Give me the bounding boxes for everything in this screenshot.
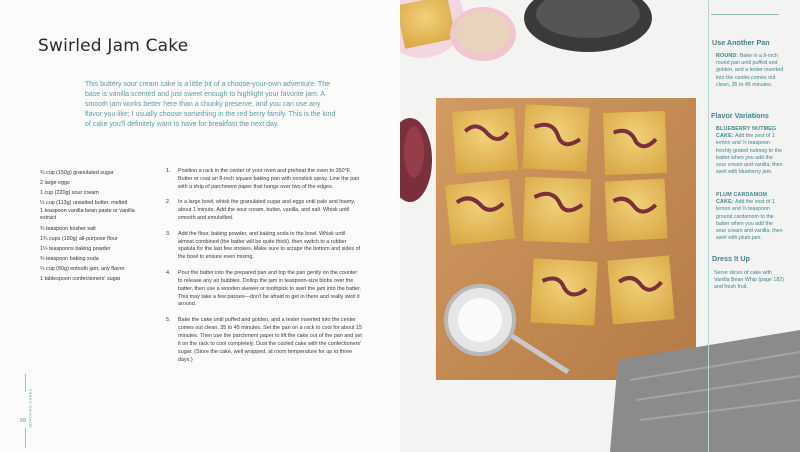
ingredient-item: 1¼ teaspoons baking powder: [40, 246, 111, 252]
method-step: [166, 270, 362, 310]
round-text: Bake in a 9-inch round pan until puffed and golden, and a tester inserted into the center comes out clean, 35 to 45 minutes.: [716, 53, 784, 88]
method-step: [166, 317, 362, 364]
ingredient-item: ¾ teaspoon kosher salt: [40, 226, 96, 232]
sidebar-divider: [711, 14, 779, 15]
ingredient-item: ½ cup (113g) unsalted butter, melted: [40, 200, 128, 206]
ingredient-item: 1 cup (220g) sour cream: [40, 190, 99, 196]
ingredient-item: ¾ teaspoon baking soda: [40, 256, 99, 262]
step-number: 5.: [166, 316, 171, 323]
use-another-pan-heading: Use Another Pan: [712, 38, 770, 47]
method-step: [166, 199, 362, 223]
method-step: [166, 231, 362, 263]
step-number: 1.: [166, 168, 171, 174]
right-page: [400, 0, 800, 452]
flavor-variations-heading: Flavor Variations: [711, 111, 769, 120]
page-number: 68: [20, 418, 27, 424]
step-number: 4.: [166, 269, 171, 276]
step-text: Add the flour, baking powder, and baking soda to the bowl. Whisk until almost combined (the batter will be quite thick), then switch to a rubber spatula for the last few strokes. Make sure to scrape the bottom and sides of the bowl to ensure even mixing.: [178, 230, 361, 261]
step-text: Bake the cake until puffed and golden, and a tester inserted into the center comes out clean, 35 to 45 minutes. Set the pan on a rack to cool for about 15 minutes. Then use the parchment paper to lift the cake out of the pan and set it on the rack to cool completely. Dust the cooled cake with the confectioners' sugar. (Store the cake, well wrapped, at room temperature for up to three days.): [178, 316, 362, 363]
folio-divider: [25, 428, 26, 448]
round-label: ROUND:: [716, 53, 739, 59]
use-another-pan-text: [716, 53, 784, 89]
flavor-variation-item: [716, 126, 784, 176]
flavor-variation-label: PLUM CARDAMOM CAKE:: [716, 192, 768, 206]
runner-divider: [25, 374, 26, 392]
step-text: In a large bowl, whisk the granulated sugar and eggs until pale and foamy, about 1 minute. Add the sour cream, butter, vanilla, and salt. Whisk until smooth and emulsified.: [178, 199, 356, 222]
step-text: Position a rack in the center of your oven and preheat the oven to 350°F. Butter or coat an 8-inch square baking pan with nonstick spray. Line the pan with a strip of parchment paper that hangs over two of the edges.: [178, 168, 360, 190]
flavor-variation-item: [716, 192, 784, 242]
ingredient-item: 1 tablespoon confectioners' sugar: [40, 276, 121, 282]
method-step: [166, 168, 362, 192]
sidebar-rule: [708, 0, 709, 452]
ingredient-list: [40, 168, 152, 284]
step-number: 3.: [166, 230, 171, 237]
method-steps: [166, 168, 362, 372]
ingredient-item: 1 teaspoon vanilla bean paste or vanilla extract: [40, 208, 135, 221]
ingredient-item: ¾ cup (150g) granulated sugar: [40, 170, 114, 176]
flavor-variation-text: Add the zest of 1 lemon and ½ teaspoon ground cardamom to the batter when you add the sour cream and vanilla, then swirl with plum jam.: [716, 199, 783, 242]
step-text: Pour the batter into the prepared pan and top the pan gently on the counter to release any air bubbles. Dollop the jam in teaspoon-size blobs over the batter, then use a wooden skewer or toothpick to swirl the jam into the batter. This may take a few passes—don't be afraid to get in there and really swirl it around.: [178, 269, 362, 308]
running-head-text: SNACKING CAKES: [28, 388, 33, 428]
flavor-variation-label: BLUEBERRY NUTMEG CAKE:: [716, 126, 777, 140]
flavor-variation-text: Add the zest of 1 lemon and ½ teaspoon freshly grated nutmeg to the batter when you add the sour cream and vanilla, then swirl with blueberry jam.: [716, 133, 783, 176]
recipe-title: Swirled Jam Cake: [38, 36, 189, 56]
recipe-intro: This buttery sour cream cake is a little bit of a choose-your-own adventure. The base is vanilla scented and just sweet enough to highlight your favorite jam. A smooth jam works better here than a chunky preserve, and you can use any flavor you like; I usually choose something in the red berry family. This is the kind of cake you'll definitely want to have for breakfast the next day.: [85, 81, 336, 128]
ingredient-item: 2 large eggs: [40, 180, 70, 186]
dress-it-up-heading: Dress It Up: [712, 254, 750, 263]
dress-it-up-text: Serve slices of cake with Vanilla Bean Whip (page 182) and fresh fruit.: [714, 270, 784, 291]
step-number: 2.: [166, 199, 171, 206]
ingredient-item: ⅓ cup (80g) smooth jam, any flavor: [40, 266, 125, 272]
ingredient-item: 1¾ cups (190g) all-purpose flour: [40, 236, 118, 242]
mug-icon: [450, 7, 516, 61]
